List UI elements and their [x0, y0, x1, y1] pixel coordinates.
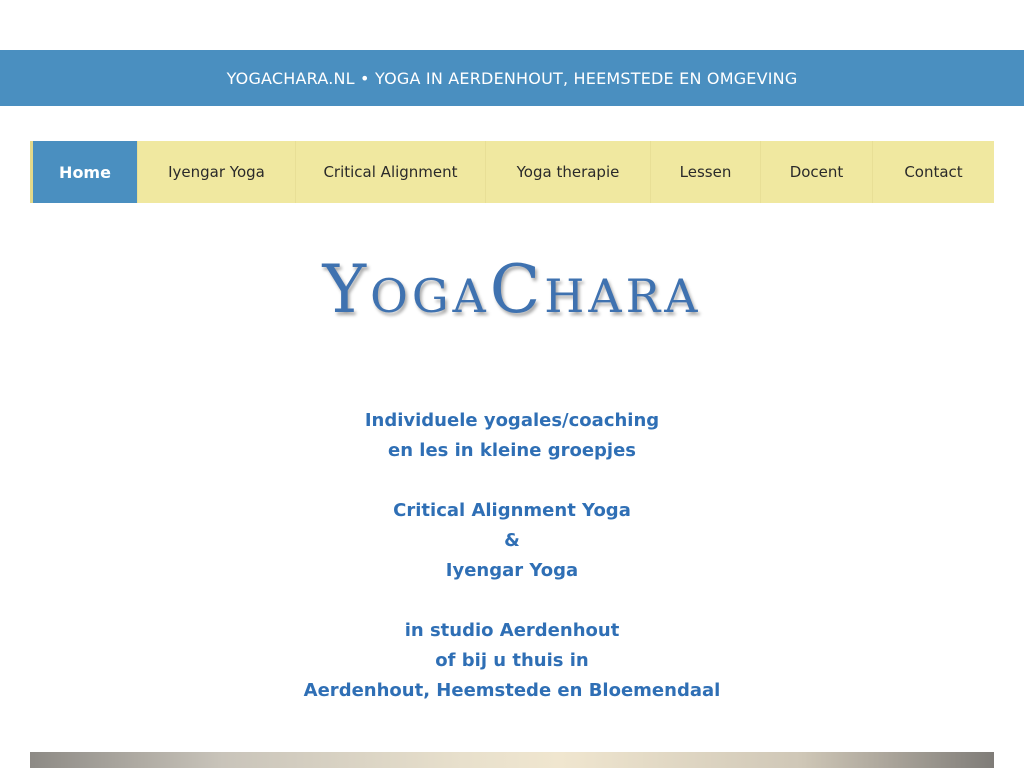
nav-item-home[interactable]: Home — [33, 141, 138, 203]
hero-image — [30, 752, 994, 768]
nav-item-iyengar-yoga[interactable]: Iyengar Yoga — [138, 141, 296, 203]
intro-line: en les in kleine groepjes — [387, 440, 637, 461]
nav-item-yoga-therapie[interactable]: Yoga therapie — [486, 141, 651, 203]
intro-line: in studio Aerdenhout — [404, 620, 620, 641]
intro-line — [0, 586, 1024, 616]
site-logo[interactable]: YogaChara — [322, 251, 702, 328]
intro-line: of bij u thuis in — [435, 650, 589, 671]
site-banner — [0, 50, 1024, 106]
intro-line: Critical Alignment Yoga — [393, 500, 631, 521]
intro-line: Individuele yogales/coaching — [364, 410, 660, 431]
intro-text — [0, 406, 1024, 706]
nav-item-contact[interactable]: Contact — [904, 163, 963, 181]
banner-text: YOGACHARA.NL • YOGA IN AERDENHOUT, HEEMSTEDE EN OMGEVING — [226, 68, 798, 88]
intro-line: & — [504, 530, 520, 551]
intro-line — [0, 466, 1024, 496]
main-nav — [30, 141, 994, 203]
intro-line: Iyengar Yoga — [445, 560, 579, 581]
nav-item-critical-alignment[interactable]: Critical Alignment — [296, 141, 486, 203]
intro-line: Aerdenhout, Heemstede en Bloemendaal — [303, 680, 721, 701]
nav-item-lessen[interactable]: Lessen — [651, 141, 761, 203]
nav-item-docent[interactable]: Docent — [761, 141, 873, 203]
